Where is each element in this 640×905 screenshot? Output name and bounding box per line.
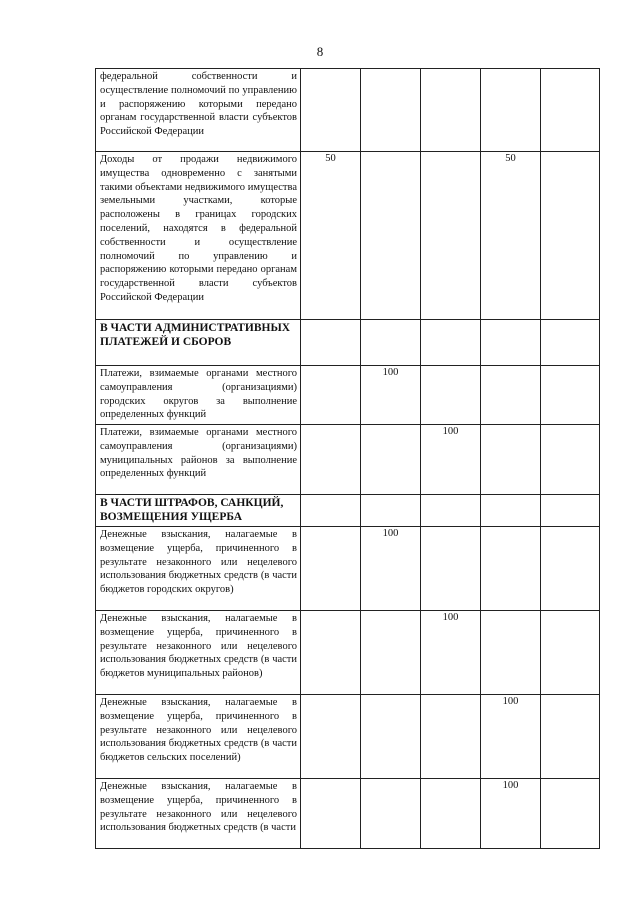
row-description <box>96 695 301 779</box>
description-text: Платежи, взимаемые органами местного самоуправления (организациями) муниципальных районов за выполнение определенных функций <box>100 427 297 480</box>
value-cell <box>361 320 421 366</box>
value-cell <box>541 611 600 695</box>
description-text: Денежные взыскания, налагаемые в возмещение ущерба, причиненного в результате незаконного или нецелевого использования бюджетных средств (в части бюджетов городских округов) <box>100 529 297 596</box>
table-row <box>96 69 600 152</box>
value-cell <box>361 695 421 779</box>
table-row <box>96 695 600 779</box>
value-cell <box>541 320 600 366</box>
section-header-row <box>96 320 600 366</box>
section-title: В ЧАСТИ АДМИНИСТРАТИВНЫХ ПЛАТЕЖЕЙ И СБОРОВ <box>100 322 291 348</box>
value-cell <box>301 320 361 366</box>
description-text: федеральной собственности и осуществление полномочий по управлению и распоряжению которыми передано органам государственной власти субъектов Российской Федерации <box>100 71 297 138</box>
value-cell: 100 <box>361 527 421 611</box>
section-header <box>96 320 301 366</box>
table-row <box>96 152 600 320</box>
value-cell: 100 <box>421 425 481 495</box>
revenue-distribution-table <box>95 68 600 849</box>
value-cell <box>421 695 481 779</box>
row-description <box>96 611 301 695</box>
value-cell <box>541 69 600 152</box>
value-cell <box>481 320 541 366</box>
value-cell <box>361 779 421 849</box>
table-row <box>96 527 600 611</box>
description-text: Платежи, взимаемые органами местного самоуправления (организациями) городских округов за выполнение определенных функций <box>100 368 297 421</box>
value-cell <box>421 495 481 527</box>
row-description <box>96 779 301 849</box>
value-cell: 100 <box>361 366 421 425</box>
value-cell <box>301 69 361 152</box>
description-text: Денежные взыскания, налагаемые в возмещение ущерба, причиненного в результате незаконного или нецелевого использования бюджетных средств (в части бюджетов сельских поселений) <box>100 697 297 764</box>
value-cell <box>541 366 600 425</box>
value-cell <box>301 779 361 849</box>
page-number: 8 <box>316 44 324 59</box>
value-cell <box>481 366 541 425</box>
value-cell <box>301 366 361 425</box>
value-cell <box>541 527 600 611</box>
value-cell <box>361 425 421 495</box>
value-cell <box>541 425 600 495</box>
value-cell <box>541 779 600 849</box>
value-cell <box>301 611 361 695</box>
value-cell <box>541 695 600 779</box>
value-cell: 100 <box>481 779 541 849</box>
value-cell <box>421 69 481 152</box>
value-cell <box>301 695 361 779</box>
section-title: В ЧАСТИ ШТРАФОВ, САНКЦИЙ, ВОЗМЕЩЕНИЯ УЩЕРБА <box>100 497 284 523</box>
value-cell: 100 <box>421 611 481 695</box>
table-row <box>96 366 600 425</box>
table-row <box>96 611 600 695</box>
row-description <box>96 69 301 152</box>
section-header-row <box>96 495 600 527</box>
row-description <box>96 366 301 425</box>
value-cell <box>481 527 541 611</box>
row-description <box>96 425 301 495</box>
row-description <box>96 527 301 611</box>
description-text: Денежные взыскания, налагаемые в возмещение ущерба, причиненного в результате незаконного или нецелевого использования бюджетных средств (в части бюджетов муниципальных районов) <box>100 613 297 680</box>
value-cell <box>481 611 541 695</box>
value-cell <box>481 495 541 527</box>
value-cell <box>481 69 541 152</box>
value-cell <box>481 425 541 495</box>
value-cell <box>421 779 481 849</box>
value-cell <box>301 425 361 495</box>
value-cell <box>361 495 421 527</box>
value-cell <box>421 527 481 611</box>
value-cell <box>421 320 481 366</box>
description-text: Доходы от продажи недвижимого имущества одновременно с занятыми такими объектами недвижимого имущества земельными участками, которые расположены в границах городских поселений, находятся в федеральной собственности и осуществление полномочий по управлению и распоряжению которыми передано органам государственной власти субъектов Российской Федерации <box>100 154 297 303</box>
value-cell <box>361 611 421 695</box>
value-cell: 50 <box>301 152 361 320</box>
value-cell <box>421 366 481 425</box>
table-row <box>96 779 600 849</box>
value-cell <box>361 69 421 152</box>
row-description <box>96 152 301 320</box>
description-text: Денежные взыскания, налагаемые в возмещение ущерба, причиненного в результате незаконного или нецелевого использования бюджетных средств (в части <box>100 781 297 834</box>
value-cell <box>541 495 600 527</box>
value-cell <box>421 152 481 320</box>
value-cell <box>541 152 600 320</box>
value-cell <box>301 495 361 527</box>
section-header <box>96 495 301 527</box>
table-row <box>96 425 600 495</box>
value-cell <box>301 527 361 611</box>
value-cell: 100 <box>481 695 541 779</box>
value-cell: 50 <box>481 152 541 320</box>
value-cell <box>361 152 421 320</box>
